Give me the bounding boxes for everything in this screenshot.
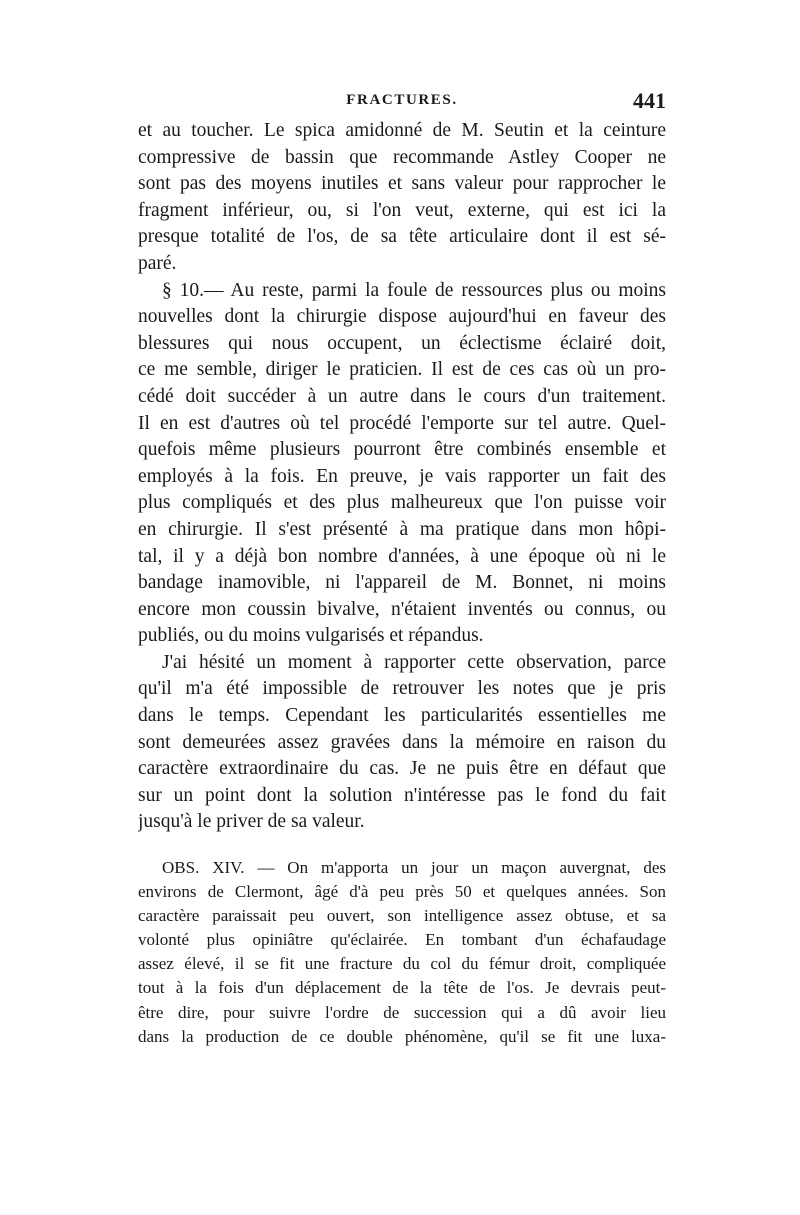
text-line: sont demeurées assez gravées dans la mémoire en raison du	[138, 731, 666, 753]
observation-line: environs de Clermont, âgé d'à peu près 50 et quelques années. Son	[138, 882, 666, 902]
text-line: Il en est d'autres où tel procédé l'emporte sur tel autre. Quel-	[138, 412, 666, 434]
main-text	[138, 118, 666, 836]
observation-line: dans la production de ce double phénomène, qu'il se fit une luxa-	[138, 1026, 666, 1046]
text-line: ce me semble, diriger le praticien. Il est de ces cas où un pro-	[138, 359, 666, 381]
text-line: J'ai hésité un moment à rapporter cette observation, parce	[162, 651, 666, 673]
text-line: tal, il y a déjà bon nombre d'années, à une époque où ni le	[138, 545, 666, 567]
text-line: quefois même plusieurs pourront être combinés ensemble et	[138, 439, 666, 461]
text-line: en chirurgie. Il s'est présenté à ma pratique dans mon hôpi-	[138, 518, 666, 540]
observation-line: volonté plus opiniâtre qu'éclairée. En tombant d'un échafaudage	[138, 930, 666, 950]
text-line: presque totalité de l'os, de sa tête articulaire dont il est sé-	[138, 226, 666, 248]
text-line: et au toucher. Le spica amidonné de M. Seutin et la ceinture	[138, 120, 666, 141]
observation-line: OBS. XIV. — On m'apporta un jour un maçon auvergnat, des	[162, 858, 666, 877]
page-number: 441	[633, 88, 666, 113]
observation-line: tout à la fois d'un déplacement de la tête de l'os. Je devrais peut-	[138, 978, 666, 998]
text-line: caractère extraordinaire du cas. Je ne puis être en défaut que	[138, 758, 666, 780]
text-line: compressive de bassin que recommande Astley Cooper ne	[138, 146, 666, 168]
text-line: plus compliqués et des plus malheureux que l'on puisse voir	[138, 492, 666, 514]
page-header	[138, 88, 666, 118]
observation-line: être dire, pour suivre l'ordre de succession qui a dû avoir lieu	[138, 1002, 666, 1022]
text-line: jusqu'à le priver de sa valeur.	[138, 811, 365, 833]
text-line: bandage inamovible, ni l'appareil de M. Bonnet, ni moins	[138, 572, 666, 594]
text-line: fragment inférieur, ou, si l'on veut, externe, qui est ici la	[138, 199, 666, 221]
running-title: FRACTURES.	[346, 92, 458, 108]
text-line: qu'il m'a été impossible de retrouver les notes que je pris	[138, 678, 666, 700]
text-line: cédé doit succéder à un autre dans le cours d'un traitement.	[138, 385, 666, 407]
observation-line: assez élevé, il se fit une fracture du col du fémur droit, compliquée	[138, 954, 666, 974]
text-line: dans le temps. Cependant les particularités essentielles me	[138, 705, 666, 727]
text-line: sont pas des moyens inutiles et sans valeur pour rapprocher le	[138, 173, 666, 195]
text-line: sur un point dont la solution n'intéresse pas le fond du fait	[138, 784, 666, 806]
text-line: § 10.— Au reste, parmi la foule de ressources plus ou moins	[162, 279, 666, 301]
text-line: paré.	[138, 252, 177, 274]
text-line: nouvelles dont la chirurgie dispose aujourd'hui en faveur des	[138, 306, 666, 328]
text-line: publiés, ou du moins vulgarisés et répandus.	[138, 625, 484, 647]
observation-text	[138, 856, 666, 1049]
text-line: encore mon coussin bivalve, n'étaient inventés ou connus, ou	[138, 598, 666, 620]
text-line: employés à la fois. En preuve, je vais rapporter un fait des	[138, 465, 666, 487]
text-line: blessures qui nous occupent, un éclectisme éclairé doit,	[138, 332, 666, 354]
observation-line: caractère paraissait peu ouvert, son intelligence assez obtuse, et sa	[138, 906, 666, 926]
